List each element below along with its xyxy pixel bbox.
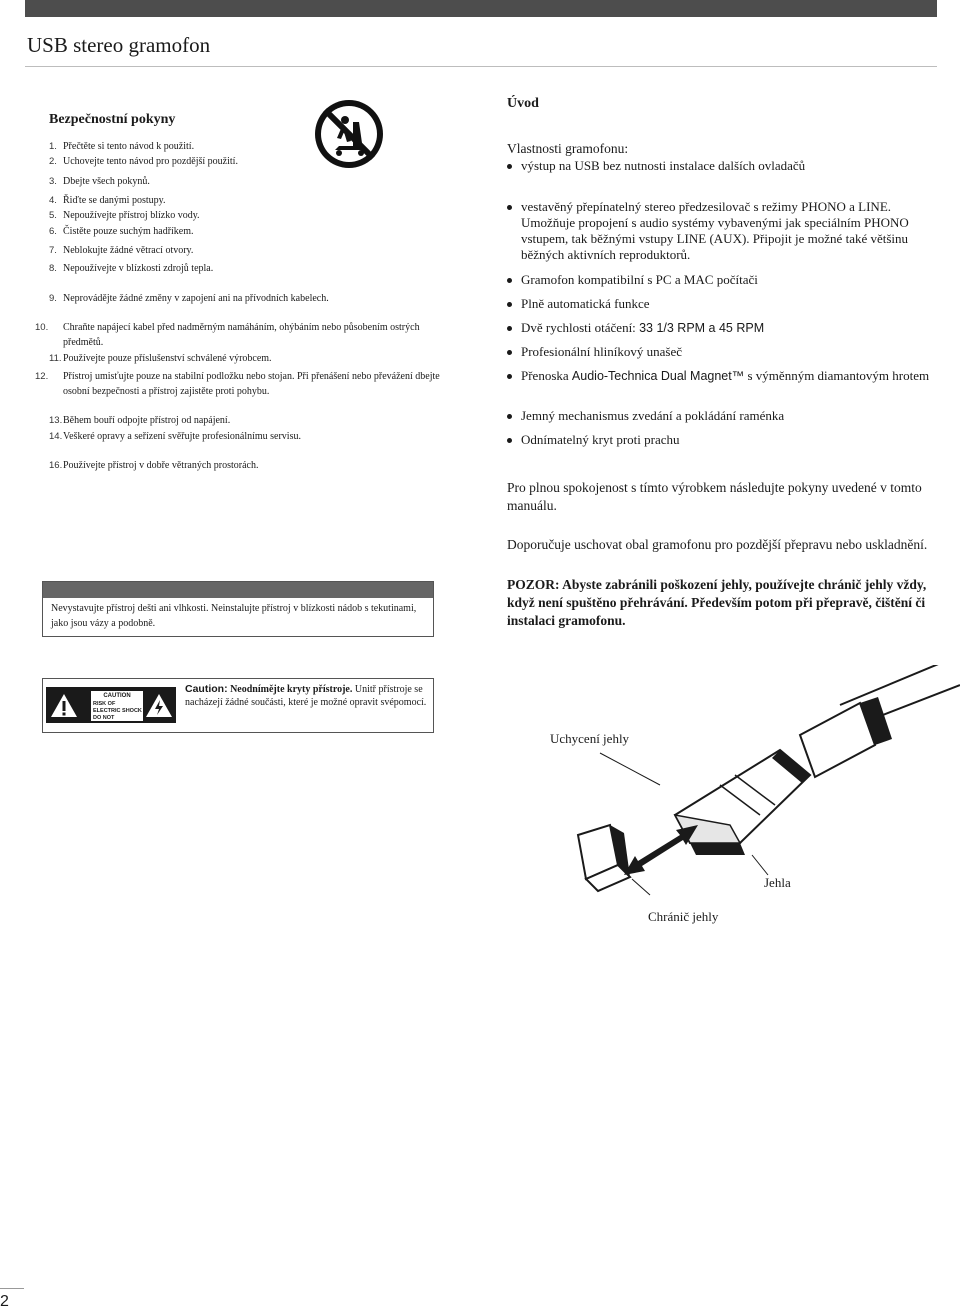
features-label: Vlastnosti gramofonu:	[507, 141, 629, 156]
safety-item	[49, 193, 439, 208]
needle-guard-label: Chránič jehly	[648, 909, 719, 924]
item-text: Neprovádějte žádné změny v zapojení ani na přívodních kabelech.	[63, 293, 329, 304]
feature-text: vestavěný přepínatelný stereo předzesilovač s režimy PHONO a LINE. Umožňuje propojení s audio systémy vybavenými jak speciálním PHONO vstupem, tak běžnými vstupy LINE (AUX). Připojit je možné také většinu běžných aktivních reproduktorů.	[521, 199, 909, 262]
feature-text: Odnímatelný kryt proti prachu	[521, 432, 680, 447]
item-number: 8.	[49, 263, 57, 274]
stylus-diagram	[540, 665, 960, 945]
feature-item	[507, 199, 947, 263]
safety-heading: Bezpečnostní pokyny	[49, 112, 176, 127]
safety-item	[49, 261, 439, 276]
item-number: 10.	[35, 322, 49, 333]
packaging-paragraph: Doporučuje uschovat obal gramofonu pro pozdější přepravu nebo uskladnění.	[507, 537, 928, 552]
item-number: 1.	[49, 141, 57, 152]
intro-heading: Úvod	[507, 96, 539, 111]
item-text: Řiďte se danými postupy.	[63, 195, 166, 206]
pickup-tail: s výměnným diamantovým hrotem	[747, 368, 930, 383]
item-number: 2.	[49, 156, 57, 167]
page-number-rule	[0, 1288, 24, 1289]
exclamation-triangle-icon	[50, 693, 78, 718]
item-number: 12.	[35, 371, 49, 382]
shock-label-risk: RISK OF ELECTRIC SHOCK DO NOT	[93, 701, 142, 721]
item-number: 13.	[49, 415, 63, 426]
safety-item	[49, 224, 439, 239]
item-number: 14.	[49, 431, 63, 442]
pickup-brand: Audio-Technica Dual Magnet™	[571, 369, 745, 383]
item-number: 7.	[49, 245, 57, 256]
stylus-grip-label: Uchycení jehly	[550, 731, 630, 746]
page-title: USB stereo gramofon	[27, 33, 211, 57]
title-divider	[25, 66, 937, 67]
safety-item	[49, 413, 439, 428]
item-text: Přečtěte si tento návod k použití.	[63, 141, 195, 152]
item-text: Během bouří odpojte přístroj od napájení.	[63, 415, 231, 426]
item-text: Veškeré opravy a seřízení svěřujte profesionálnímu servisu.	[63, 431, 301, 442]
shock-caution-box	[42, 678, 434, 733]
shock-label-panel	[46, 687, 176, 723]
safety-item	[49, 174, 439, 189]
item-number: 3.	[49, 176, 57, 187]
speed-value: 33 1/3 RPM a 45 RPM	[639, 321, 765, 335]
item-text: Nepoužívejte v blízkosti zdrojů tepla.	[63, 263, 214, 274]
feature-item	[507, 368, 947, 384]
bullet-icon	[507, 374, 512, 379]
cart-warning-icon	[313, 98, 385, 170]
bullet-icon	[507, 278, 512, 283]
safety-item	[49, 351, 439, 366]
lightning-triangle-icon	[145, 693, 173, 718]
bullet-icon	[507, 164, 512, 169]
item-text: Neblokujte žádné větrací otvory.	[63, 245, 194, 256]
shock-caution-text	[185, 683, 431, 709]
feature-text: Profesionální hliníkový unašeč	[521, 344, 683, 359]
item-number: 16.	[49, 460, 63, 471]
feature-text: Plně automatická funkce	[521, 296, 650, 311]
feature-item	[507, 432, 947, 448]
item-number: 5.	[49, 210, 57, 221]
safety-item	[35, 320, 453, 350]
caution-word: Caution:	[185, 683, 228, 695]
safety-item	[49, 291, 439, 306]
bullet-icon	[507, 350, 512, 355]
warning-header-strip	[43, 582, 433, 598]
safety-item	[35, 369, 453, 399]
item-number: 9.	[49, 293, 57, 304]
feature-text: Gramofon kompatibilní s PC a MAC počítači	[521, 272, 758, 287]
bullet-icon	[507, 326, 512, 331]
item-text: Používejte pouze příslušenství schválené výrobcem.	[63, 353, 272, 364]
caution-body: Unitř přístroje se nacházejí žádné součásti, které je možné opravit svépomocí.	[185, 684, 427, 708]
moisture-warning-box	[42, 581, 434, 637]
feature-item	[507, 344, 947, 360]
shock-label	[90, 690, 144, 722]
caution-note: POZOR: Abyste zabránili poškození jehly, používejte chránič jehly vždy, když není spuštěno přehrávání. Především potom při přepravě, čištění či instalaci gramofonu.	[507, 577, 927, 628]
warning-text: Nevystavujte přístroj dešti ani vlhkosti. Neinstalujte přístroj v blízkosti nádob s tekutinami, jako jsou vázy a podobně.	[51, 603, 417, 629]
feature-text: výstup na USB bez nutnosti instalace dalších ovladačů	[521, 158, 806, 173]
shock-label-caution: CAUTION	[103, 693, 131, 699]
safety-item	[49, 243, 439, 258]
feature-text: Dvě rychlosti otáčení:	[521, 320, 636, 335]
bullet-icon	[507, 414, 512, 419]
feature-text: Jemný mechanismus zvedání a pokládání raménka	[521, 408, 785, 423]
cartridge-illustration	[540, 665, 960, 945]
feature-item	[507, 296, 947, 312]
feature-item	[507, 158, 947, 174]
bullet-icon	[507, 302, 512, 307]
item-text: Používejte přístroj v dobře větraných prostorách.	[63, 460, 259, 471]
feature-item	[507, 272, 947, 288]
item-text: Uchovejte tento návod pro pozdější použití.	[63, 156, 238, 167]
feature-text: Přenoska	[521, 368, 569, 383]
safety-item	[49, 458, 439, 473]
item-text: Chraňte napájecí kabel před nadměrným namáháním, ohýbáním nebo působením ostrých předmětů.	[63, 322, 420, 348]
item-number: 4.	[49, 195, 57, 206]
item-text: Nepoužívejte přístroj blízko vody.	[63, 210, 200, 221]
safety-item	[49, 208, 439, 223]
item-number: 6.	[49, 226, 57, 237]
bullet-icon	[507, 205, 512, 210]
item-text: Přístroj umisťujte pouze na stabilní podložku nebo stojan. Při přenášení nebo převážení dbejte osobní bezpečnosti a přístroj zajistěte proti pohybu.	[63, 371, 440, 397]
item-text: Dbejte všech pokynů.	[63, 176, 150, 187]
page-number: 2	[0, 1293, 9, 1310]
header-bar	[25, 0, 937, 17]
item-text: Čistěte pouze suchým hadříkem.	[63, 226, 194, 237]
feature-item	[507, 320, 947, 336]
needle-label: Jehla	[764, 875, 791, 890]
manual-paragraph: Pro plnou spokojenost s tímto výrobkem následujte pokyny uvedené v tomto manuálu.	[507, 480, 922, 513]
feature-item	[507, 408, 947, 424]
caution-bold: Neodnímějte kryty přístroje.	[230, 684, 353, 695]
bullet-icon	[507, 438, 512, 443]
safety-item	[49, 429, 439, 444]
item-number: 11.	[49, 353, 62, 364]
